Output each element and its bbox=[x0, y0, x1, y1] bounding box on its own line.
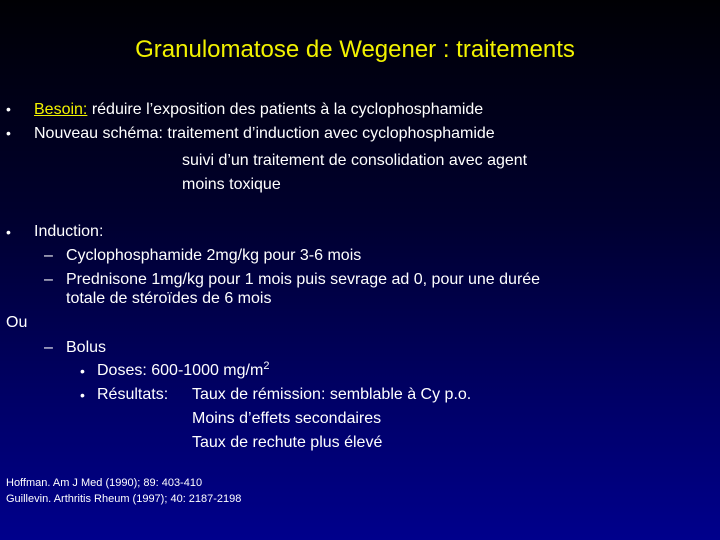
bullet-icon: • bbox=[80, 387, 85, 403]
bolus-doses bbox=[97, 360, 269, 382]
bullet-icon: • bbox=[6, 125, 11, 141]
schema-line-1: Nouveau schéma: traitement d’induction avec cyclophosphamide bbox=[34, 125, 495, 142]
schema-line-3: moins toxique bbox=[182, 176, 281, 193]
bullet-icon: • bbox=[80, 363, 85, 379]
doses-text: Doses: 600-1000 mg/m bbox=[97, 362, 264, 379]
induction-item-prednisone: Prednisone 1mg/kg pour 1 mois puis sevrage ad 0, pour une durée bbox=[66, 271, 541, 288]
reference-hoffman: Hoffman. Am J Med (1990); 89: 403-410 bbox=[6, 477, 203, 489]
bullet-icon: • bbox=[6, 224, 11, 240]
resultat-remission: Taux de rémission: semblable à Cy p.o. bbox=[192, 386, 472, 403]
resultat-rechute: Taux de rechute plus élevé bbox=[192, 434, 383, 451]
besoin-line bbox=[34, 99, 483, 121]
ou-label: Ou bbox=[6, 314, 28, 331]
besoin-text: réduire l’exposition des patients à la cyclophosphamide bbox=[87, 101, 484, 118]
induction-label: Induction: bbox=[34, 223, 104, 240]
induction-item-cyclophosphamide: Cyclophosphamide 2mg/kg pour 3-6 mois bbox=[66, 247, 362, 264]
slide-title: Granulomatose de Wegener : traitements bbox=[135, 36, 575, 63]
dash-icon: – bbox=[44, 247, 53, 264]
bolus-label: Bolus bbox=[66, 339, 107, 356]
dash-icon: – bbox=[44, 339, 53, 356]
doses-superscript: 2 bbox=[263, 360, 270, 372]
resultat-effets: Moins d’effets secondaires bbox=[192, 410, 382, 427]
besoin-label: Besoin: bbox=[34, 101, 88, 118]
bullet-icon: • bbox=[6, 101, 11, 117]
schema-line-2: suivi d’un traitement de consolidation avec agent bbox=[182, 152, 528, 169]
reference-guillevin: Guillevin. Arthritis Rheum (1997); 40: 2187-2198 bbox=[6, 493, 242, 505]
induction-item-prednisone-cont: totale de stéroïdes de 6 mois bbox=[66, 290, 272, 307]
dash-icon: – bbox=[44, 271, 53, 288]
resultats-label: Résultats: bbox=[97, 386, 169, 403]
